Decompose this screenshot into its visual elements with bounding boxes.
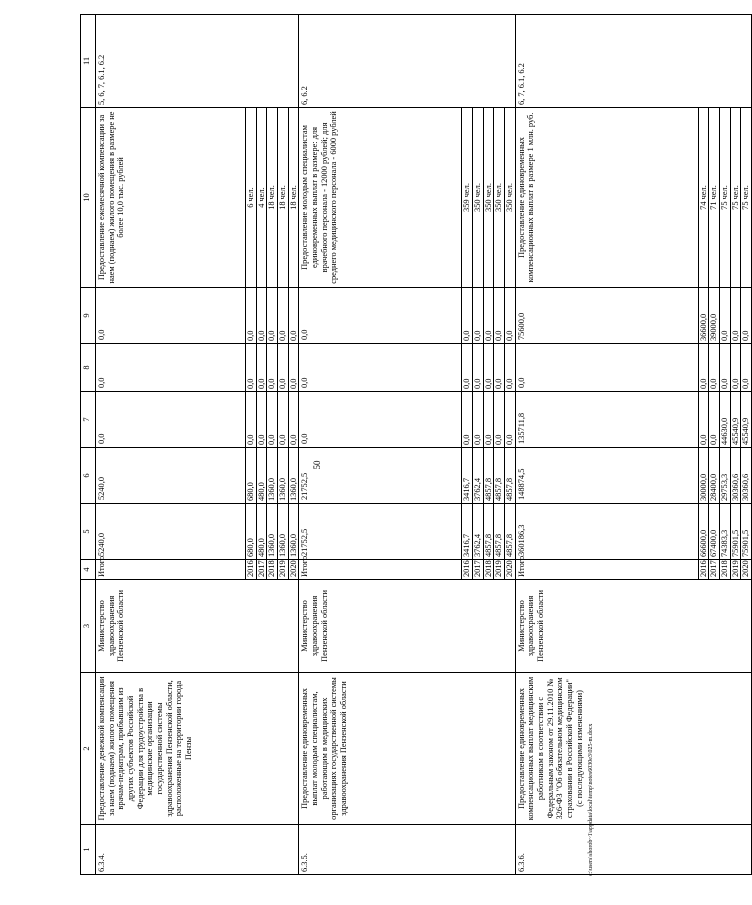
value-cell: 0,0 [277, 344, 288, 392]
value-cell: 4857,8 [494, 448, 505, 504]
value-cell: 67400,0 [709, 504, 720, 560]
year-cell: 2020 [288, 560, 299, 580]
value-cell: 680,0 [246, 504, 257, 560]
col-header: 10 [81, 108, 96, 288]
value-cell: 1360,0 [288, 448, 299, 504]
total-value: 0,0 [515, 344, 698, 392]
value-cell: 0,0 [494, 392, 505, 448]
item-executor: Министерство здравоохранения Пензенской области [515, 580, 751, 673]
value-cell: 0,0 [504, 392, 515, 448]
value-cell: 18 чел. [267, 108, 278, 288]
value-cell: 0,0 [472, 344, 483, 392]
value-cell: 30000,0 [698, 448, 709, 504]
value-cell: 0,0 [462, 344, 473, 392]
value-cell: 1360,0 [277, 448, 288, 504]
value-cell: 480,0 [256, 504, 267, 560]
value-cell: 4857,8 [504, 504, 515, 560]
value-cell: 3416,7 [462, 448, 473, 504]
header-row [81, 15, 96, 875]
value-cell: 1360,0 [267, 448, 278, 504]
value-cell: 0,0 [483, 288, 494, 344]
value-cell: 0,0 [246, 288, 257, 344]
value-cell: 0,0 [288, 288, 299, 344]
value-cell: 0,0 [730, 344, 741, 392]
value-cell: 30360,6 [741, 448, 752, 504]
value-cell: 0,0 [267, 288, 278, 344]
item-number: 6.3.5. [299, 825, 515, 875]
value-cell: 44630,0 [719, 392, 730, 448]
year-cell: 2018 [719, 560, 730, 580]
col-header: 4 [81, 560, 96, 580]
item-indicator: Предоставление молодым специалистам единовременных выплат в размере: для врачебного персонала - 12000 рублей; для среднего медицинского персонала - 6000 рублей [299, 108, 462, 288]
value-cell: 0,0 [288, 392, 299, 448]
total-value: 148874,5 [515, 448, 698, 504]
value-cell: 480,0 [256, 448, 267, 504]
value-cell: 350 чел. [504, 108, 515, 288]
item-refs: 5, 6, 7, 6.1, 6.2 [96, 15, 299, 108]
col-header: 7 [81, 392, 96, 448]
value-cell: 1360,0 [277, 504, 288, 560]
total-value: 0,0 [96, 344, 246, 392]
value-cell: 71 чел. [709, 108, 720, 288]
value-cell: 0,0 [483, 344, 494, 392]
value-cell: 0,0 [719, 288, 730, 344]
value-cell: 0,0 [494, 288, 505, 344]
value-cell: 0,0 [288, 344, 299, 392]
value-cell: 0,0 [709, 392, 720, 448]
total-value: 135711,8 [515, 392, 698, 448]
value-cell: 4857,8 [494, 504, 505, 560]
total-value: 5240,0 [96, 504, 246, 560]
value-cell: 3762,4 [472, 504, 483, 560]
value-cell: 18 чел. [277, 108, 288, 288]
value-cell: 350 чел. [483, 108, 494, 288]
value-cell: 1360,0 [288, 504, 299, 560]
item-indicator: Предоставление единовременных компенсационных выплат в размере 1 млн. руб. [515, 108, 698, 288]
value-cell: 0,0 [709, 344, 720, 392]
item-number: 6.3.4. [96, 825, 299, 875]
col-header: 5 [81, 504, 96, 560]
value-cell: 359 чел. [462, 108, 473, 288]
year-cell: 2020 [741, 560, 752, 580]
value-cell: 0,0 [462, 288, 473, 344]
value-cell: 4 чел. [256, 108, 267, 288]
value-cell: 75901,5 [741, 504, 752, 560]
value-cell: 1360,0 [267, 504, 278, 560]
value-cell: 680,0 [246, 448, 257, 504]
col-header: 2 [81, 673, 96, 825]
value-cell: 0,0 [698, 344, 709, 392]
value-cell: 0,0 [741, 344, 752, 392]
table-row [96, 15, 246, 875]
value-cell: 29753,3 [719, 448, 730, 504]
value-cell: 39000,0 [709, 288, 720, 344]
year-cell: 2020 [504, 560, 515, 580]
item-indicator: Предоставление ежемесячной компенсации за наем (поднаем) жилого помещения в размере не более 10,0 тыс. рублей [96, 108, 246, 288]
value-cell: 3416,7 [462, 504, 473, 560]
value-cell: 6 чел. [246, 108, 257, 288]
total-label: Итого [515, 560, 698, 580]
col-header: 9 [81, 288, 96, 344]
total-value: 0,0 [299, 288, 462, 344]
value-cell: 0,0 [277, 392, 288, 448]
total-value: 0,0 [299, 392, 462, 448]
item-name: Предоставление единовременных компенсационных выплат медицинским работникам в соответствии с Федеральным законом от 29.11.2010 № 326-ФЗ "Об обязательном медицинском страховании в Российской Федерации" (с последующими изменениями) [515, 673, 751, 825]
table-row [299, 15, 462, 875]
item-name: Предоставление денежной компенсации за наем (поднаем) жилого помещения врачам-педиатрам, прибывшим из других субъектов Российской Федерации для трудоустройства в медицинские организации государственной системы здравоохранения Пензенской области, расположенные на территории города Пензы [96, 673, 299, 825]
value-cell: 74383,3 [719, 504, 730, 560]
value-cell: 0,0 [246, 392, 257, 448]
value-cell: 4857,8 [483, 448, 494, 504]
year-cell: 2018 [483, 560, 494, 580]
value-cell: 36600,0 [698, 288, 709, 344]
total-label: Итого [96, 560, 246, 580]
value-cell: 75901,5 [730, 504, 741, 560]
value-cell: 74 чел. [698, 108, 709, 288]
value-cell: 0,0 [472, 288, 483, 344]
item-refs: 6, 6.2 [299, 15, 515, 108]
table-row [515, 15, 698, 875]
value-cell: 0,0 [256, 344, 267, 392]
value-cell: 66600,0 [698, 504, 709, 560]
footer-file-path: c:\users\shorob~1\appdata\local\temp\notes6030e3\025-m.docx [588, 723, 594, 876]
value-cell: 0,0 [256, 392, 267, 448]
year-cell: 2016 [462, 560, 473, 580]
value-cell: 0,0 [472, 392, 483, 448]
value-cell: 0,0 [741, 288, 752, 344]
value-cell: 0,0 [719, 344, 730, 392]
total-value: 360186,3 [515, 504, 698, 560]
value-cell: 75 чел. [730, 108, 741, 288]
col-header: 8 [81, 344, 96, 392]
year-cell: 2017 [709, 560, 720, 580]
total-value: 75600,0 [515, 288, 698, 344]
col-header: 11 [81, 15, 96, 108]
value-cell: 350 чел. [472, 108, 483, 288]
year-cell: 2016 [246, 560, 257, 580]
page-number: 50 [312, 460, 322, 470]
value-cell: 75 чел. [719, 108, 730, 288]
value-cell: 3762,4 [472, 448, 483, 504]
total-value: 0,0 [96, 392, 246, 448]
value-cell: 4857,8 [504, 448, 515, 504]
year-cell: 2019 [277, 560, 288, 580]
value-cell: 0,0 [504, 288, 515, 344]
value-cell: 0,0 [267, 344, 278, 392]
col-header: 3 [81, 580, 96, 673]
year-cell: 2019 [494, 560, 505, 580]
value-cell: 0,0 [246, 344, 257, 392]
value-cell: 4857,8 [483, 504, 494, 560]
value-cell: 0,0 [698, 392, 709, 448]
total-value: 0,0 [96, 288, 246, 344]
total-label: Итого [299, 560, 462, 580]
value-cell: 45540,9 [730, 392, 741, 448]
value-cell: 0,0 [256, 288, 267, 344]
year-cell: 2017 [472, 560, 483, 580]
item-refs: 6, 7, 6.1, 6.2 [515, 15, 751, 108]
year-cell: 2019 [730, 560, 741, 580]
value-cell: 28400,0 [709, 448, 720, 504]
value-cell: 0,0 [730, 288, 741, 344]
value-cell: 75 чел. [741, 108, 752, 288]
value-cell: 18 чел. [288, 108, 299, 288]
value-cell: 0,0 [483, 392, 494, 448]
item-executor: Министерство здравоохранения Пензенской области [96, 580, 299, 673]
col-header: 6 [81, 448, 96, 504]
total-value: 0,0 [299, 344, 462, 392]
program-table [80, 14, 752, 875]
value-cell: 0,0 [277, 288, 288, 344]
total-value: 21752,5 [299, 448, 462, 504]
value-cell: 350 чел. [494, 108, 505, 288]
total-value: 21752,5 [299, 504, 462, 560]
total-value: 5240,0 [96, 448, 246, 504]
item-number: 6.3.6. [515, 825, 751, 875]
col-header: 1 [81, 825, 96, 875]
value-cell: 0,0 [494, 344, 505, 392]
value-cell: 0,0 [504, 344, 515, 392]
item-executor: Министерство здравоохранения Пензенской области [299, 580, 515, 673]
year-cell: 2018 [267, 560, 278, 580]
value-cell: 0,0 [462, 392, 473, 448]
value-cell: 0,0 [267, 392, 278, 448]
item-name: Предоставление единовременных выплат молодым специалистам, работающим в медицинских организациях государственной системы здравоохранения Пензенской области [299, 673, 515, 825]
value-cell: 30360,6 [730, 448, 741, 504]
value-cell: 45540,9 [741, 392, 752, 448]
year-cell: 2017 [256, 560, 267, 580]
year-cell: 2016 [698, 560, 709, 580]
